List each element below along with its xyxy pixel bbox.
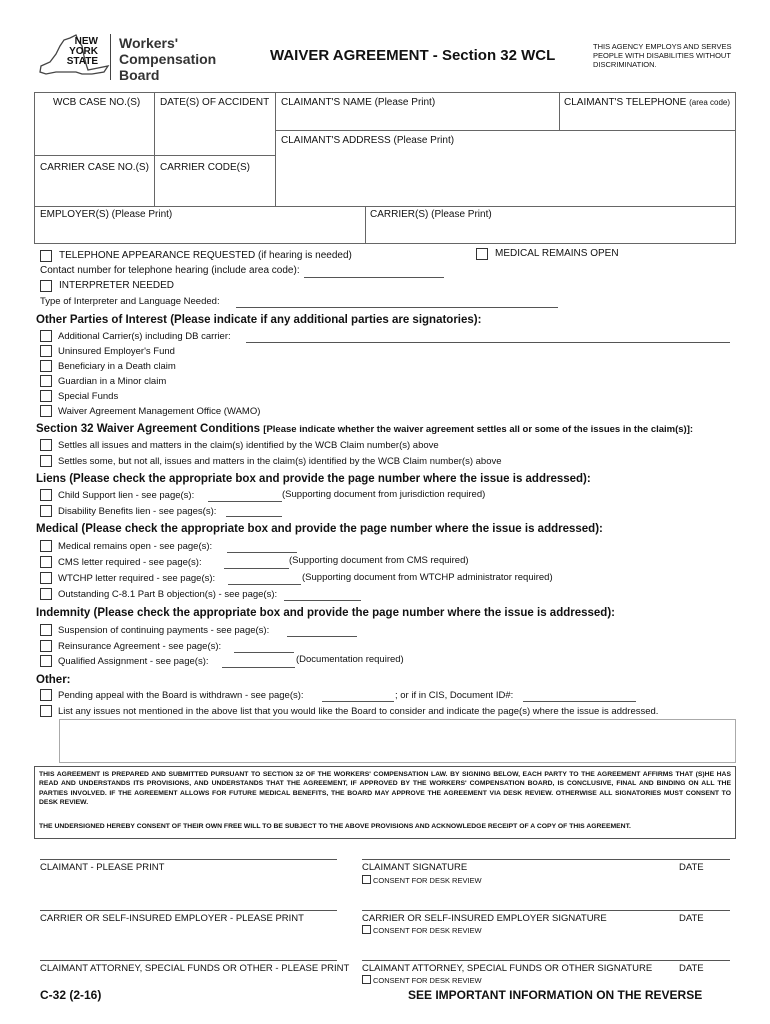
pending-appeal-label: Pending appeal with the Board is withdrawn - see page(s): — [58, 690, 304, 701]
carrier-consent-checkbox[interactable] — [362, 925, 371, 934]
cis-document-label: ; or if in CIS, Document ID#: — [395, 690, 514, 701]
wtchp-label: WTCHP letter required - see page(s): — [58, 573, 216, 584]
medical-remains-open-label: MEDICAL REMAINS OPEN — [495, 248, 619, 259]
section32-heading-text: Section 32 Waiver Agreement Conditions — [36, 423, 261, 435]
claimant-signature-field[interactable] — [362, 859, 730, 860]
notice-line-3: DISCRIMINATION. — [593, 60, 657, 69]
attorney-date-label: DATE — [679, 963, 704, 974]
medical-open-page-field[interactable] — [227, 552, 297, 553]
carrier-print-label: CARRIER OR SELF-INSURED EMPLOYER - PLEASE PRINT — [40, 913, 304, 924]
grid-divider — [365, 206, 366, 244]
area-code-text: (area code) — [689, 98, 731, 107]
contact-number-label: Contact number for telephone hearing (include area code): — [40, 265, 300, 276]
telephone-appearance-label: TELEPHONE APPEARANCE REQUESTED (if hearing is needed) — [59, 250, 352, 261]
grid-divider — [34, 206, 736, 207]
indemnity-heading: Indemnity (Please check the appropriate box and provide the page number where the issue is addressed): — [36, 607, 615, 619]
list-issues-label: List any issues not mentioned in the above list that you would like the Board to consider and indicate the page(s) where the issue is addressed. — [58, 706, 659, 717]
medical-open-label: Medical remains open - see page(s): — [58, 541, 213, 552]
settles-some-checkbox[interactable] — [40, 455, 52, 467]
claimant-address-label: CLAIMANT'S ADDRESS (Please Print) — [281, 135, 455, 146]
carrier-signature-label: CARRIER OR SELF-INSURED EMPLOYER SIGNATURE — [362, 913, 607, 924]
child-support-label: Child Support lien - see page(s): — [58, 490, 195, 501]
carrier-date-label: DATE — [679, 913, 704, 924]
carrier-print-field[interactable] — [40, 910, 337, 911]
claimant-name-label: CLAIMANT'S NAME (Please Print) — [281, 97, 436, 108]
disability-page-field[interactable] — [226, 516, 282, 517]
page-title: WAIVER AGREEMENT - Section 32 WCL — [270, 47, 556, 64]
wtchp-note: (Supporting document from WTCHP administrator required) — [302, 572, 553, 583]
disability-label: Disability Benefits lien - see pages(s): — [58, 506, 217, 517]
interpreter-checkbox[interactable] — [40, 280, 52, 292]
additional-carrier-label: Additional Carrier(s) including DB carrier: — [58, 331, 231, 342]
wamo-label: Waiver Agreement Management Office (WAMO) — [58, 406, 261, 417]
carrier-code-label: CARRIER CODE(S) — [160, 162, 251, 173]
wtchp-checkbox[interactable] — [40, 572, 52, 584]
other-parties-heading: Other Parties of Interest (Please indicate if any additional parties are signatories): — [36, 314, 482, 326]
logo-board: Board — [119, 67, 160, 83]
suspension-checkbox[interactable] — [40, 624, 52, 636]
grid-divider — [559, 92, 560, 130]
settles-some-label: Settles some, but not all, issues and matters in the claim(s) identified by the WCB Claim number(s) above — [58, 456, 502, 467]
wamo-checkbox[interactable] — [40, 405, 52, 417]
additional-carrier-checkbox[interactable] — [40, 330, 52, 342]
child-support-note: (Supporting document from jurisdiction required) — [282, 489, 486, 500]
claimant-print-field[interactable] — [40, 859, 337, 860]
qualified-assignment-page-field[interactable] — [222, 667, 295, 668]
other-issues-textarea[interactable] — [59, 719, 736, 763]
suspension-label: Suspension of continuing payments - see page(s): — [58, 625, 270, 636]
notice-line-1: THIS AGENCY EMPLOYS AND SERVES — [593, 42, 732, 51]
cms-note: (Supporting document from CMS required) — [289, 555, 469, 566]
special-funds-checkbox[interactable] — [40, 390, 52, 402]
logo-state: STATE — [66, 56, 98, 67]
cms-checkbox[interactable] — [40, 556, 52, 568]
reinsurance-label: Reinsurance Agreement - see page(s): — [58, 641, 222, 652]
logo-state-text — [58, 37, 98, 67]
beneficiary-label: Beneficiary in a Death claim — [58, 361, 176, 372]
qualified-assignment-label: Qualified Assignment - see page(s): — [58, 656, 209, 667]
medical-open-checkbox[interactable] — [40, 540, 52, 552]
disability-checkbox[interactable] — [40, 505, 52, 517]
grid-divider — [34, 155, 275, 156]
settles-all-label: Settles all issues and matters in the claim(s) identified by the WCB Claim number(s) above — [58, 440, 439, 451]
telephone-appearance-checkbox[interactable] — [40, 250, 52, 262]
claimant-print-label: CLAIMANT - PLEASE PRINT — [40, 862, 165, 873]
qualified-assignment-checkbox[interactable] — [40, 655, 52, 667]
guardian-checkbox[interactable] — [40, 375, 52, 387]
additional-carrier-field[interactable] — [246, 342, 730, 343]
carrier-case-label: CARRIER CASE NO.(S) — [40, 162, 149, 173]
qualified-assignment-note: (Documentation required) — [296, 654, 404, 665]
attorney-print-label: CLAIMANT ATTORNEY, SPECIAL FUNDS OR OTHER - PLEASE PRINT — [40, 963, 350, 974]
date-of-accident-label: DATE(S) OF ACCIDENT — [160, 97, 270, 108]
special-funds-label: Special Funds — [58, 391, 119, 402]
suspension-page-field[interactable] — [287, 636, 357, 637]
liens-heading: Liens (Please check the appropriate box and provide the page number where the issue is addressed): — [36, 473, 591, 485]
uninsured-fund-checkbox[interactable] — [40, 345, 52, 357]
see-reverse-notice: SEE IMPORTANT INFORMATION ON THE REVERSE — [408, 988, 703, 1002]
attorney-consent-label: CONSENT FOR DESK REVIEW — [373, 976, 482, 985]
carrier-signature-field[interactable] — [362, 910, 730, 911]
interpreter-type-field[interactable] — [236, 307, 558, 308]
other-heading: Other: — [36, 674, 71, 686]
attorney-consent-checkbox[interactable] — [362, 975, 371, 984]
cms-label: CMS letter required - see page(s): — [58, 557, 202, 568]
claimant-consent-checkbox[interactable] — [362, 875, 371, 884]
claimant-phone-text: CLAIMANT'S TELEPHONE — [564, 97, 687, 108]
grid-divider — [275, 92, 276, 206]
grid-divider — [154, 92, 155, 206]
reinsurance-checkbox[interactable] — [40, 640, 52, 652]
attorney-print-field[interactable] — [40, 960, 337, 961]
c81-label: Outstanding C-8.1 Part B objection(s) - see page(s): — [58, 589, 278, 600]
logo-york: YORK — [69, 46, 98, 57]
child-support-checkbox[interactable] — [40, 489, 52, 501]
pending-appeal-page-field[interactable] — [322, 701, 394, 702]
wtchp-page-field[interactable] — [228, 584, 301, 585]
list-issues-checkbox[interactable] — [40, 705, 52, 717]
beneficiary-checkbox[interactable] — [40, 360, 52, 372]
settles-all-checkbox[interactable] — [40, 439, 52, 451]
section32-heading-note: [Please indicate whether the waiver agreement settles all or some of the issues in the claim(s)]: — [263, 424, 694, 435]
logo-divider — [110, 34, 111, 80]
uninsured-fund-label: Uninsured Employer's Fund — [58, 346, 175, 357]
medical-heading: Medical (Please check the appropriate box and provide the page number where the issue is addressed): — [36, 523, 603, 535]
claimant-consent-label: CONSENT FOR DESK REVIEW — [373, 876, 482, 885]
logo-new: NEW — [74, 36, 98, 47]
contact-number-field[interactable] — [304, 277, 444, 278]
grid-divider — [275, 130, 736, 131]
claimant-phone-label — [564, 97, 730, 109]
medical-remains-open-checkbox[interactable] — [476, 248, 488, 260]
logo-compensation: Compensation — [119, 51, 217, 67]
guardian-label: Guardian in a Minor claim — [58, 376, 167, 387]
section32-heading — [36, 422, 693, 437]
child-support-page-field[interactable] — [208, 501, 282, 502]
agreement-paragraph: THIS AGREEMENT IS PREPARED AND SUBMITTED PURSUANT TO SECTION 32 OF THE WORKERS' COMPENSATION LAW. BY SIGNING BELOW, EACH PARTY TO THE AGREEMENT AFFIRMS THAT (S)HE HAS READ AND UNDERSTANDS ITS PROVISIONS, AND UNDERSTANDS THAT THE AGREEMENT, IF APPROVED BY THE WORKERS' COMPENSATION BOARD, IS CONCLUSIVE, FINAL AND BINDING ON ALL THE PARTIES INVOLVED. IF THE AGREEMENT ALLOWS FOR FUTURE MEDICAL BENEFITS, THE BOARD MAY APPROVE THE AGREEMENT VIA DESK REVIEW. OTHERWISE ALL SIGNATORIES MUST CONSENT TO DESK REVIEW. — [39, 771, 731, 807]
attorney-signature-label: CLAIMANT ATTORNEY, SPECIAL FUNDS OR OTHER SIGNATURE — [362, 963, 653, 974]
interpreter-label: INTERPRETER NEEDED — [59, 280, 175, 291]
attorney-signature-field[interactable] — [362, 960, 730, 961]
logo-board-text — [119, 35, 216, 83]
consent-paragraph: THE UNDERSIGNED HEREBY CONSENT OF THEIR OWN FREE WILL TO BE SUBJECT TO THE ABOVE PROVISIONS AND ACKNOWLEDGE RECEIPT OF A COPY OF THIS AGREEMENT. — [39, 823, 631, 830]
notice-line-2: PEOPLE WITH DISABILITIES WITHOUT — [593, 51, 731, 60]
logo-workers: Workers' — [119, 35, 179, 51]
agency-notice — [593, 42, 732, 69]
interpreter-type-label: Type of Interpreter and Language Needed: — [40, 296, 220, 307]
c81-page-field[interactable] — [284, 600, 361, 601]
c81-checkbox[interactable] — [40, 588, 52, 600]
reinsurance-page-field[interactable] — [234, 652, 294, 653]
cis-document-field[interactable] — [523, 701, 636, 702]
cms-page-field[interactable] — [224, 568, 289, 569]
form-number: C-32 (2-16) — [40, 988, 102, 1002]
carrier-consent-label: CONSENT FOR DESK REVIEW — [373, 926, 482, 935]
carrier-label: CARRIER(S) (Please Print) — [370, 209, 492, 220]
employer-label: EMPLOYER(S) (Please Print) — [40, 209, 173, 220]
claimant-signature-label: CLAIMANT SIGNATURE — [362, 862, 468, 873]
claimant-date-label: DATE — [679, 862, 704, 873]
pending-appeal-checkbox[interactable] — [40, 689, 52, 701]
wcb-case-label: WCB CASE NO.(S) — [53, 97, 141, 108]
